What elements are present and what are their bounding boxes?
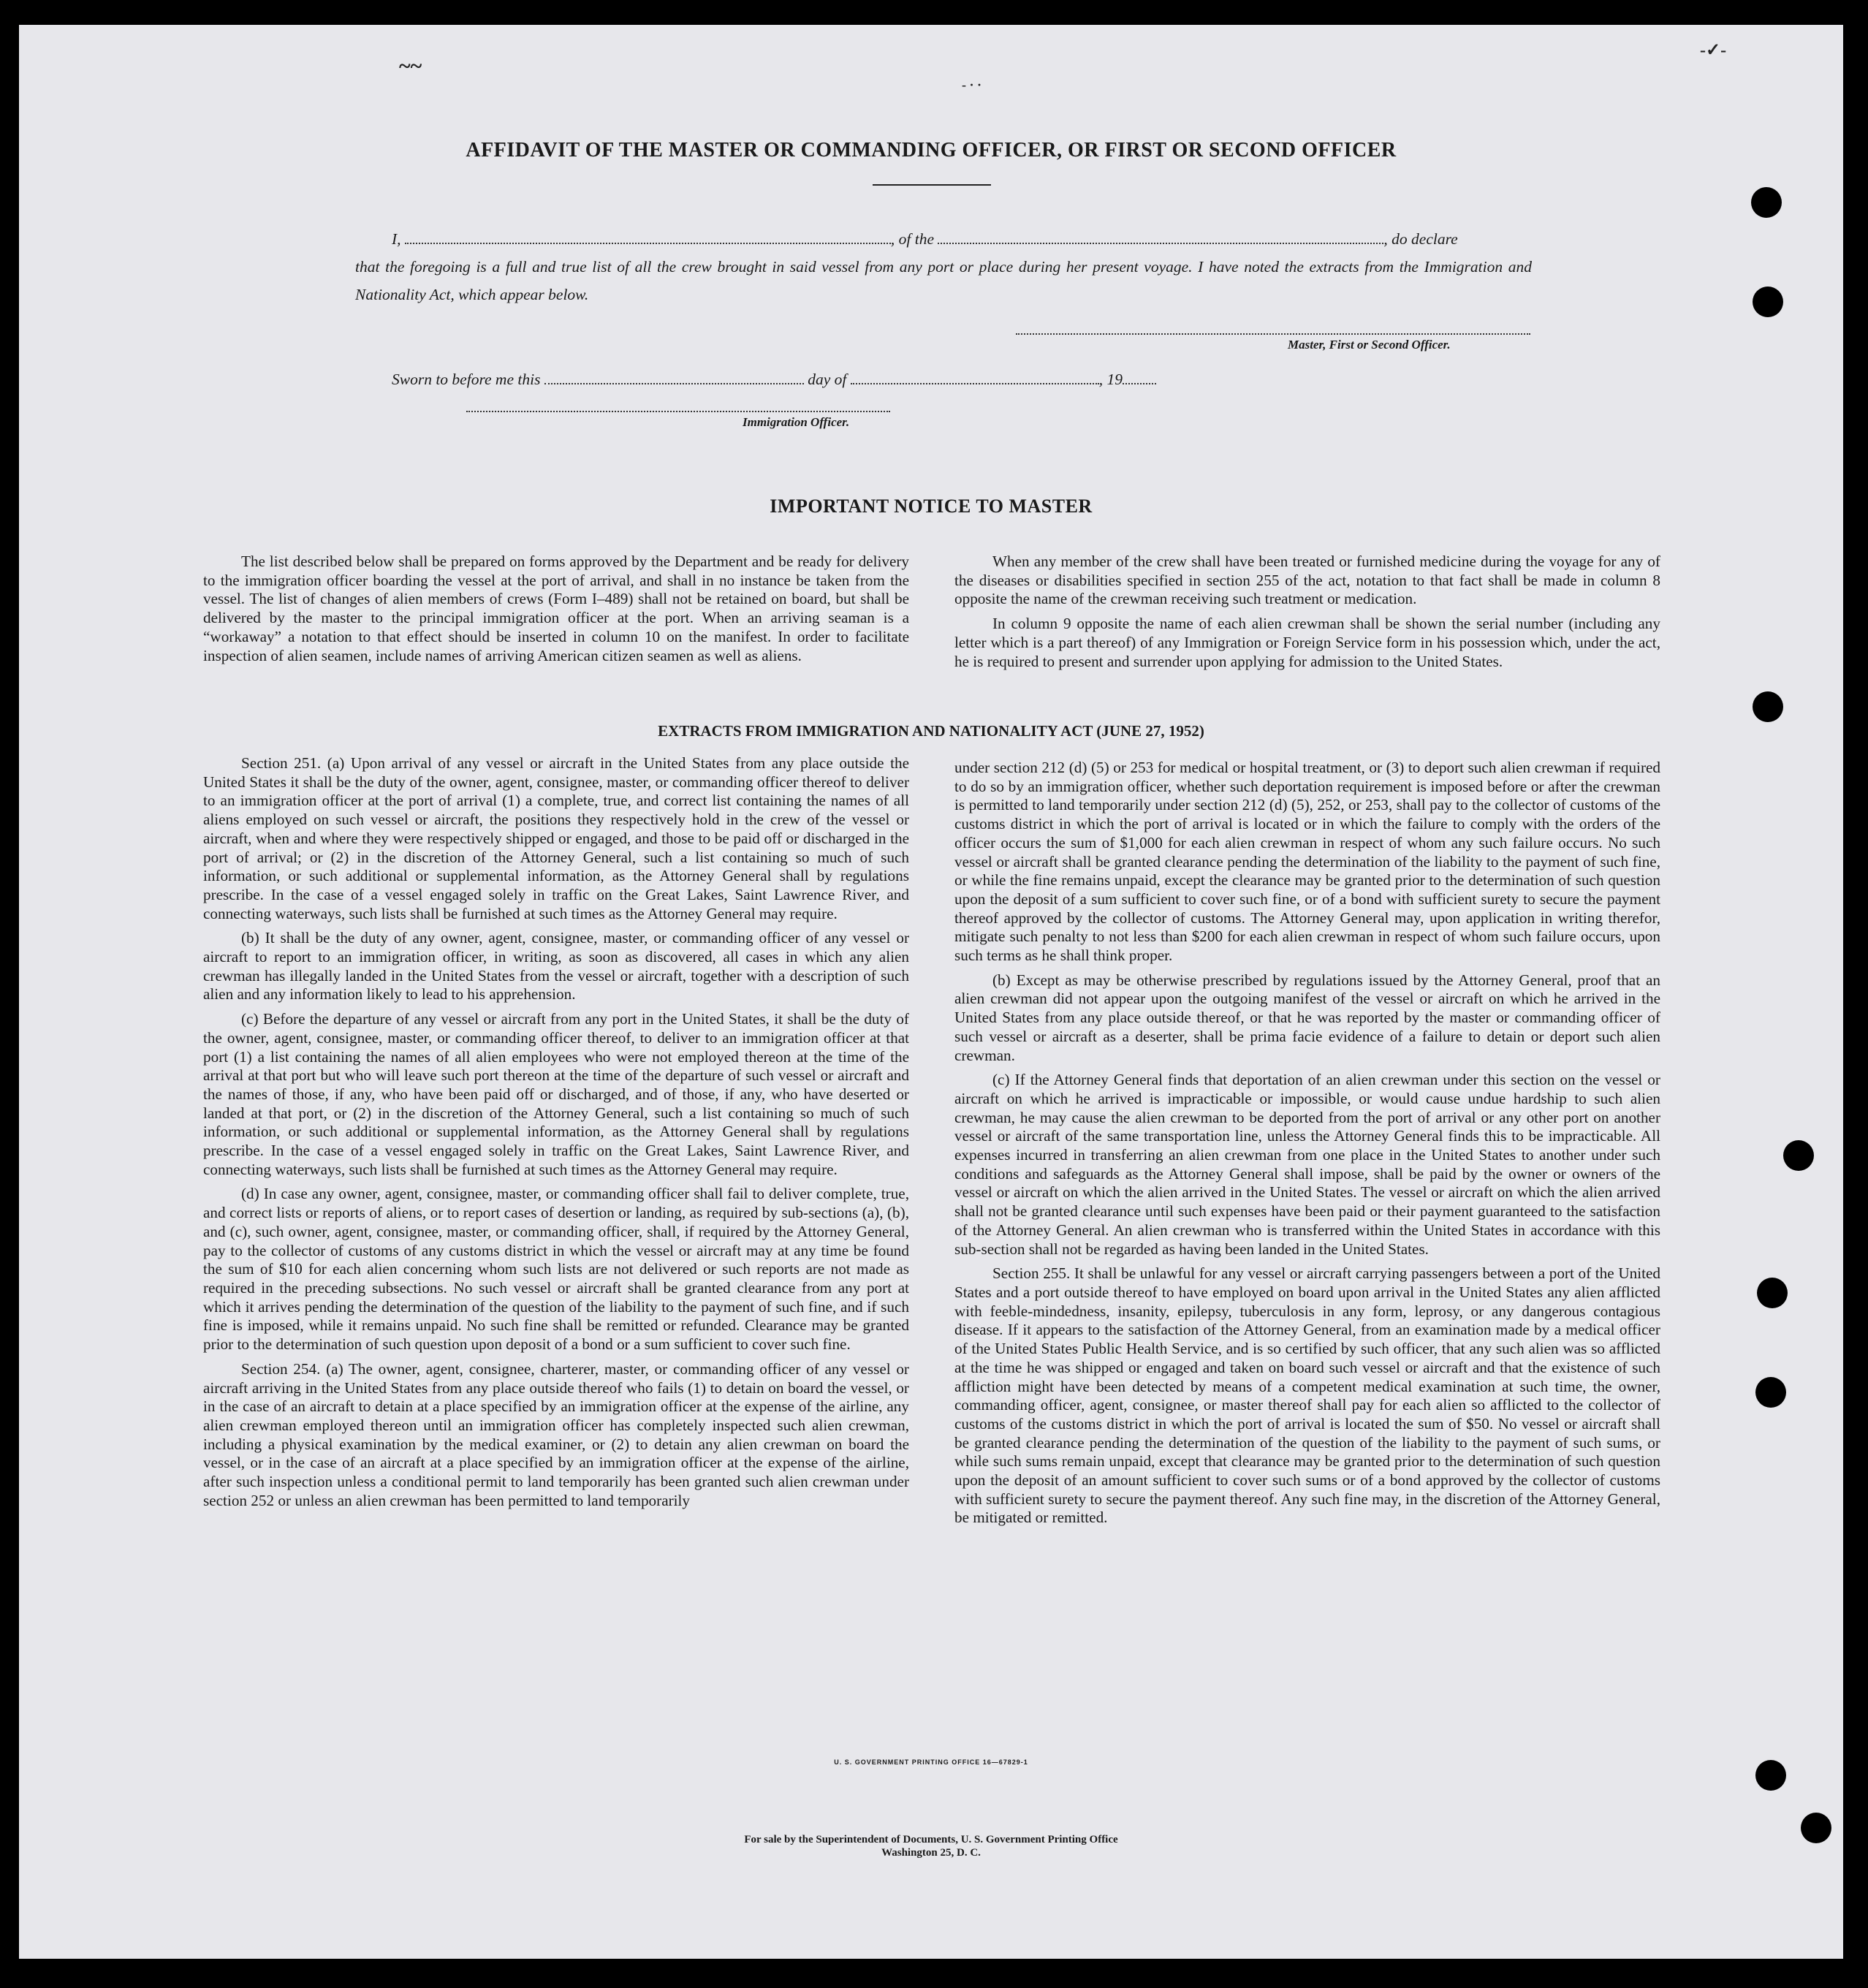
stray-mark: -✓- <box>1700 41 1727 60</box>
stray-mark: ~~ <box>399 54 422 78</box>
officer-signature-label: Immigration Officer. <box>743 415 850 429</box>
section-254-a: Section 254. (a) The owner, agent, consignee, charterer, master, or commanding officer of any vessel or aircraft arriving in the United States from any place outside thereof who fails (1) to detain on board the vessel, or in the case of an aircraft to detain at a place specified by an immigration officer at the expense of the airline, any alien crewman employed thereon until an immigration officer has completely inspected such alien crewman, including a physical examination by the medical examiner, or (2) to detain any alien crewman on board the vessel, or in the case of an aircraft at a place specified by an immigration officer at the expense of the airline, after such inspection unless a conditional permit to land temporarily has been granted such alien crewman under section 252 or unless an alien crewman has been permitted to land temporarily <box>203 1359 909 1509</box>
master-signature-label: Master, First or Second Officer. <box>1288 338 1451 352</box>
section-251-a: Section 251. (a) Upon arrival of any vessel or aircraft in the United States from any place outside the United States it shall be the duty of the owner, agent, consignee, master, or commanding officer thereof to deliver to an immigration officer at the port of arrival (1) a complete, true, and correct list containing the names of all aliens employed on such vessel or aircraft, the positions they respectively hold in the crew of the vessel or aircraft, when and where they were respectively shipped or engaged, and those to be paid off or discharged in the port of arrival; or (2) in the discretion of the Attorney General, such a list containing so much of such information, or such additional or supplemental information, as the Attorney General shall by regulations prescribe. In the case of a vessel engaged solely in traffic on the Great Lakes, Saint Lawrence River, and connecting waterways, such lists shall be furnished at such times as the Attorney General may require. <box>203 754 909 922</box>
stray-mark: - · · <box>962 77 982 92</box>
punch-hole <box>1751 187 1782 218</box>
section-251-d: (d) In case any owner, agent, consignee, master, or commanding officer shall fail to deliver complete, true, and correct lists or reports of aliens, or to report cases of desertion or landing, as required by sub-sections (a), (b), and (c), such owner, agent, consignee, master, or commanding officer, shall, if required by the Attorney General, pay to the collector of customs of any customs district in which the vessel or aircraft may at any time be found the sum of $10 for each alien concerning whom such lists are not delivered or such reports are not made as required in the preceding subsections. No such vessel or aircraft shall be granted clearance from any port at which it arrives pending the determination of the question of the liability to the payment of such fine, and if such fine is imposed, while it remains unpaid. No such fine shall be remitted or refunded. Clearance may be granted prior to the determination of such question upon deposit of a bond or a sum sufficient to cover such fine. <box>203 1185 909 1354</box>
notice-paragraph: When any member of the crew shall have been treated or furnished medicine during the voyage for any of the diseases or disabilities specified in section 255 of the act, notation to that fact shall be made in column 8 opposite the name of the crewman receiving such treatment or medication. <box>954 553 1660 608</box>
title-divider <box>873 184 991 186</box>
footer <box>19 1833 1843 1859</box>
sworn-year-field[interactable] <box>1123 370 1156 384</box>
notice-right-column <box>954 553 1660 677</box>
punch-hole <box>1757 1278 1788 1308</box>
punch-hole <box>1753 287 1783 317</box>
do-declare-label: , do declare <box>1383 230 1458 248</box>
notice-paragraph: The list described below shall be prepared on forms approved by the Department and be ready for delivery to the immigration officer boarding the vessel at the port of arrival, and shall in no instance be taken from the vessel. The list of changes of alien members of crews (Form I–489) shall not be retained on board, but shall be delivered by the master to the principal immigration officer at the port. When an arriving seaman is a “workaway” a notation to that effect should be inserted in column 10 on the manifest. In order to facilitate inspection of alien seamen, include names of arriving American citizen seamen as well as aliens. <box>203 553 909 664</box>
day-of-label: day of <box>808 371 847 388</box>
of-the-label: , of the <box>890 230 935 248</box>
affidavit-title: AFFIDAVIT OF THE MASTER OR COMMANDING OFFICER, OR FIRST OR SECOND OFFICER <box>466 139 1397 162</box>
punch-hole <box>1755 1377 1786 1408</box>
document-page <box>19 25 1843 1959</box>
master-signature-line[interactable] <box>1016 333 1530 335</box>
section-254-c: (c) If the Attorney General finds that deportation of an alien crewman under this section on the vessel or aircraft on which he arrived is impracticable or impossible, or would cause undue hardship to such alien crewman, he may cause the alien crewman to be deported from the port of arrival or any other port on another vessel or aircraft of the same transportation line, unless the Attorney General finds this to be impracticable. All expenses incurred in transferring an alien crewman from one place in the United States to another under such conditions and safeguards as the Attorney General shall impose, shall be paid by the owner or owners of the vessel or aircraft on which the alien arrived in the United States. The vessel or aircraft on which the alien arrived shall not be granted clearance until such expenses have been paid or their payment guaranteed to the satisfaction of the Attorney General. An alien crewman who is transferred within the United States in accordance with this sub-section shall not be regarded as having been landed in the United States. <box>954 1071 1660 1258</box>
name-field[interactable] <box>405 229 891 244</box>
extracts-right-column <box>954 759 1660 1533</box>
punch-hole <box>1753 691 1783 722</box>
declaration-i: I, <box>392 230 401 248</box>
declaration-statement: that the foregoing is a full and true list of all the crew brought in said vessel from any port or place during her present voyage. I have noted the extracts from the Immigration and Nationality Act, which appear below. <box>355 258 1532 303</box>
section-251-c: (c) Before the departure of any vessel or aircraft from any port in the United States, it shall be the duty of the owner, agent, consignee, master, or commanding officer thereof, to deliver to an immigration officer at that port (1) a list containing the names of all alien employees who were not employed thereon at the time of the arrival at that port but who will leave such port thereon at the time of the departure of such vessel or aircraft and the names of those, if any, who have been paid off or discharged, and of those, if any, who have deserted or landed at that port, or (2) in the discretion of the Attorney General, such a list containing so much of such information, or such additional or supplemental information, as the Attorney General shall by regulations prescribe. In the case of a vessel engaged solely in traffic on the Great Lakes, Saint Lawrence River, and connecting waterways, such lists shall be furnished at such times as the Attorney General may require. <box>203 1010 909 1178</box>
extracts-left-column <box>203 754 909 1516</box>
sworn-line <box>392 365 1415 393</box>
sworn-day-field[interactable] <box>544 370 804 384</box>
declaration-line <box>392 225 1532 253</box>
section-254-b: (b) Except as may be otherwise prescribed by regulations issued by the Attorney General, proof that an alien crewman did not appear upon the outgoing manifest of the vessel or aircraft on which he arrived in the United States from any place outside thereof, or that he was reported by the master or commanding officer of such vessel or aircraft as a deserter, shall be prima facie evidence of a failure to detain or deport such alien crewman. <box>954 971 1660 1064</box>
notice-left-column <box>203 553 909 671</box>
officer-signature-line[interactable] <box>466 411 890 412</box>
punch-hole <box>1783 1140 1814 1171</box>
section-251-b: (b) It shall be the duty of any owner, agent, consignee, master, or commanding officer of any vessel or aircraft to report to an immigration officer, in writing, as soon as discovered, all cases in which any alien crewman has illegally landed in the United States from the vessel or aircraft, together with a description of such alien and any information likely to lead to his apprehension. <box>203 929 909 1004</box>
notice-paragraph: In column 9 opposite the name of each alien crewman shall be shown the serial number (including any letter which is a part thereof) of any Immigration or Foreign Service form in his possession which, under the act, he is required to present and surrender upon applying for admission to the United States. <box>954 615 1660 670</box>
section-255: Section 255. It shall be unlawful for any vessel or aircraft carrying passengers between a port of the United States and a port outside thereof to have employed on board upon arrival in the United States any alien afflicted with feeble-mindedness, insanity, epilepsy, tuberculosis in any form, leprosy, or any dangerous contagious disease. If it appears to the satisfaction of the Attorney General, from an examination made by a medical officer of the United States Public Health Service, and is so certified by such officer, that any such alien was so afflicted at the time he was shipped or engaged and taken on board such vessel or aircraft and that the existence of such affliction might have been detected by means of a competent medical examination at such time, the owner, commanding officer, agent, consignee, or master thereof shall pay for each alien so afflicted to the collector of customs of the customs district in which the port of arrival is located the sum of $50. No vessel or aircraft shall be granted clearance pending the determination of the question of the liability to the payment of such sums, or while such sums remain unpaid, except that clearance may be granted prior to the determination of such question upon the deposit of an amount sufficient to cover such sums or of a bond approved by the collector of customs with sufficient surety to secure the payment thereof. Any such fine may, in the discretion of the Attorney General, be mitigated or remitted. <box>954 1264 1660 1527</box>
extracts-title: EXTRACTS FROM IMMIGRATION AND NATIONALITY ACT (JUNE 27, 1952) <box>658 722 1204 740</box>
sworn-label: Sworn to before me this <box>392 371 541 388</box>
footer-line-2: Washington 25, D. C. <box>881 1847 981 1859</box>
footer-line-1: For sale by the Superintendent of Documents, U. S. Government Printing Office <box>744 1834 1118 1845</box>
section-254-a-continued: under section 212 (d) (5) or 253 for medical or hospital treatment, or (3) to deport such alien crewman if required to do so by an immigration officer, whether such deportation requirement is imposed before or after the crewman is permitted to land temporarily under section 212 (d) (5), 252, or 253, shall pay to the collector of customs of the customs district in which the port of arrival is located or in which the failure to comply with the orders of the officer occurs the sum of $1,000 for each alien crewman in respect of whom any such failure occurs. No such vessel or aircraft shall be granted clearance pending the determination of the liability to the payment of such fine, or while the fine remains unpaid, except the clearance may be granted prior to the determination of such question upon the deposit of a sum sufficient to cover such fine, or of a bond with sufficient surety to secure the payment thereof approved by the collector of customs. The Attorney General may, upon application in writing therefor, mitigate such penalty to not less than $200 for each alien crewman in respect of whom such failure occurs, upon such terms as he shall think proper. <box>954 759 1660 965</box>
sworn-month-field[interactable] <box>851 370 1099 384</box>
gpo-imprint: U. S. GOVERNMENT PRINTING OFFICE 16—67829-1 <box>834 1759 1028 1766</box>
year-prefix: , 19 <box>1098 371 1123 388</box>
vessel-field[interactable] <box>938 229 1383 244</box>
notice-title: IMPORTANT NOTICE TO MASTER <box>770 496 1093 517</box>
